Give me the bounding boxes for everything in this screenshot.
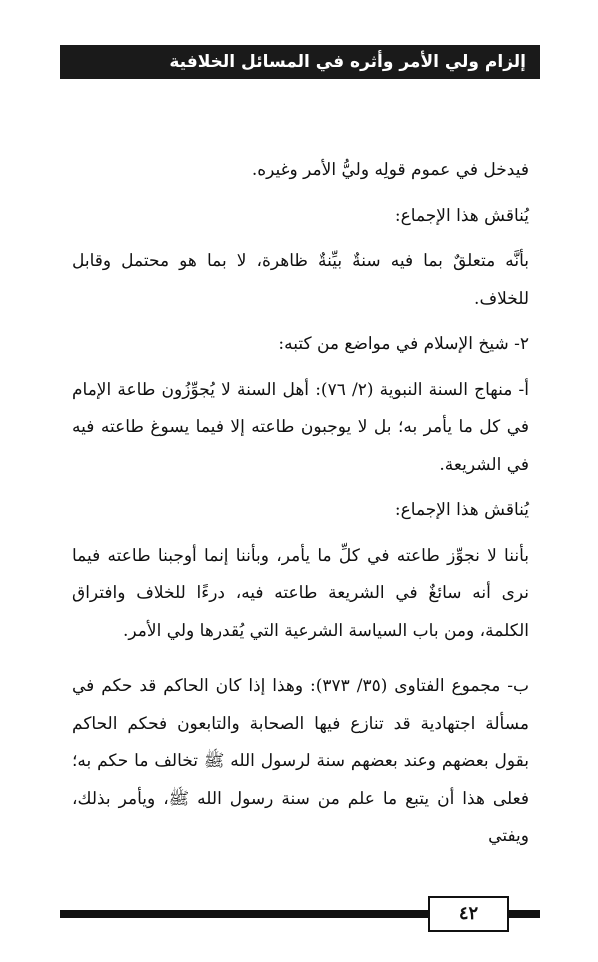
paragraph: يُناقش هذا الإجماع: — [394, 205, 529, 226]
paragraph: ب- مجموع الفتاوى (٣٥/ ٣٧٣): وهذا إذا كان الحاكم قد حكم في مسألة اجتهادية قد تنازع فيها الصحابة والتابعون فحكم الحاكم بقول بعضهم وعند بعضهم سنة لرسول الله ﷺ تخالف ما حكم به؛ فعلى هذا أن يتبع ما علم من سنة رسول الله ﷺ، ويأمر بذلك، ويفتي — [72, 676, 529, 846]
paragraph: أ- منهاج السنة النبوية (٢/ ٧٦): أهل السنة لا يُجوِّزُون طاعة الإمام في كل ما يأمر به؛ بل لا يوجبون طاعته إلا فيما يسوغ طاعته فيه في الشريعة. — [72, 379, 529, 475]
running-header-title: إلزام ولي الأمر وأثره في المسائل الخلافية — [169, 52, 526, 72]
paragraph: فيدخل في عموم قولِه وليُّ الأمر وغيره. — [251, 160, 529, 180]
paragraph: بأنَّه متعلقٌ بما فيه سنةٌ بيِّنةٌ ظاهرة، لا بما هو محتمل وقابل للخلاف. — [72, 251, 529, 309]
paragraph: بأننا لا نجوِّز طاعته في كلِّ ما يأمر، وبأننا إنما أوجبنا طاعته فيما نرى أنه سائغٌ في الشريعة طاعته فيه، درءًا للخلاف وافتراق الكلمة، ومن باب السياسة الشرعية التي يُقدرها ولي الأمر. — [72, 545, 529, 641]
paragraph: يُناقش هذا الإجماع: — [394, 500, 529, 520]
footer-rule — [509, 910, 540, 918]
footer-rule — [60, 910, 428, 918]
running-header — [60, 45, 540, 79]
paragraph: ٢- شيخ الإسلام في مواضع من كتبه: — [278, 334, 529, 354]
page-number: ٤٢ — [428, 896, 509, 932]
page-body — [72, 152, 529, 856]
